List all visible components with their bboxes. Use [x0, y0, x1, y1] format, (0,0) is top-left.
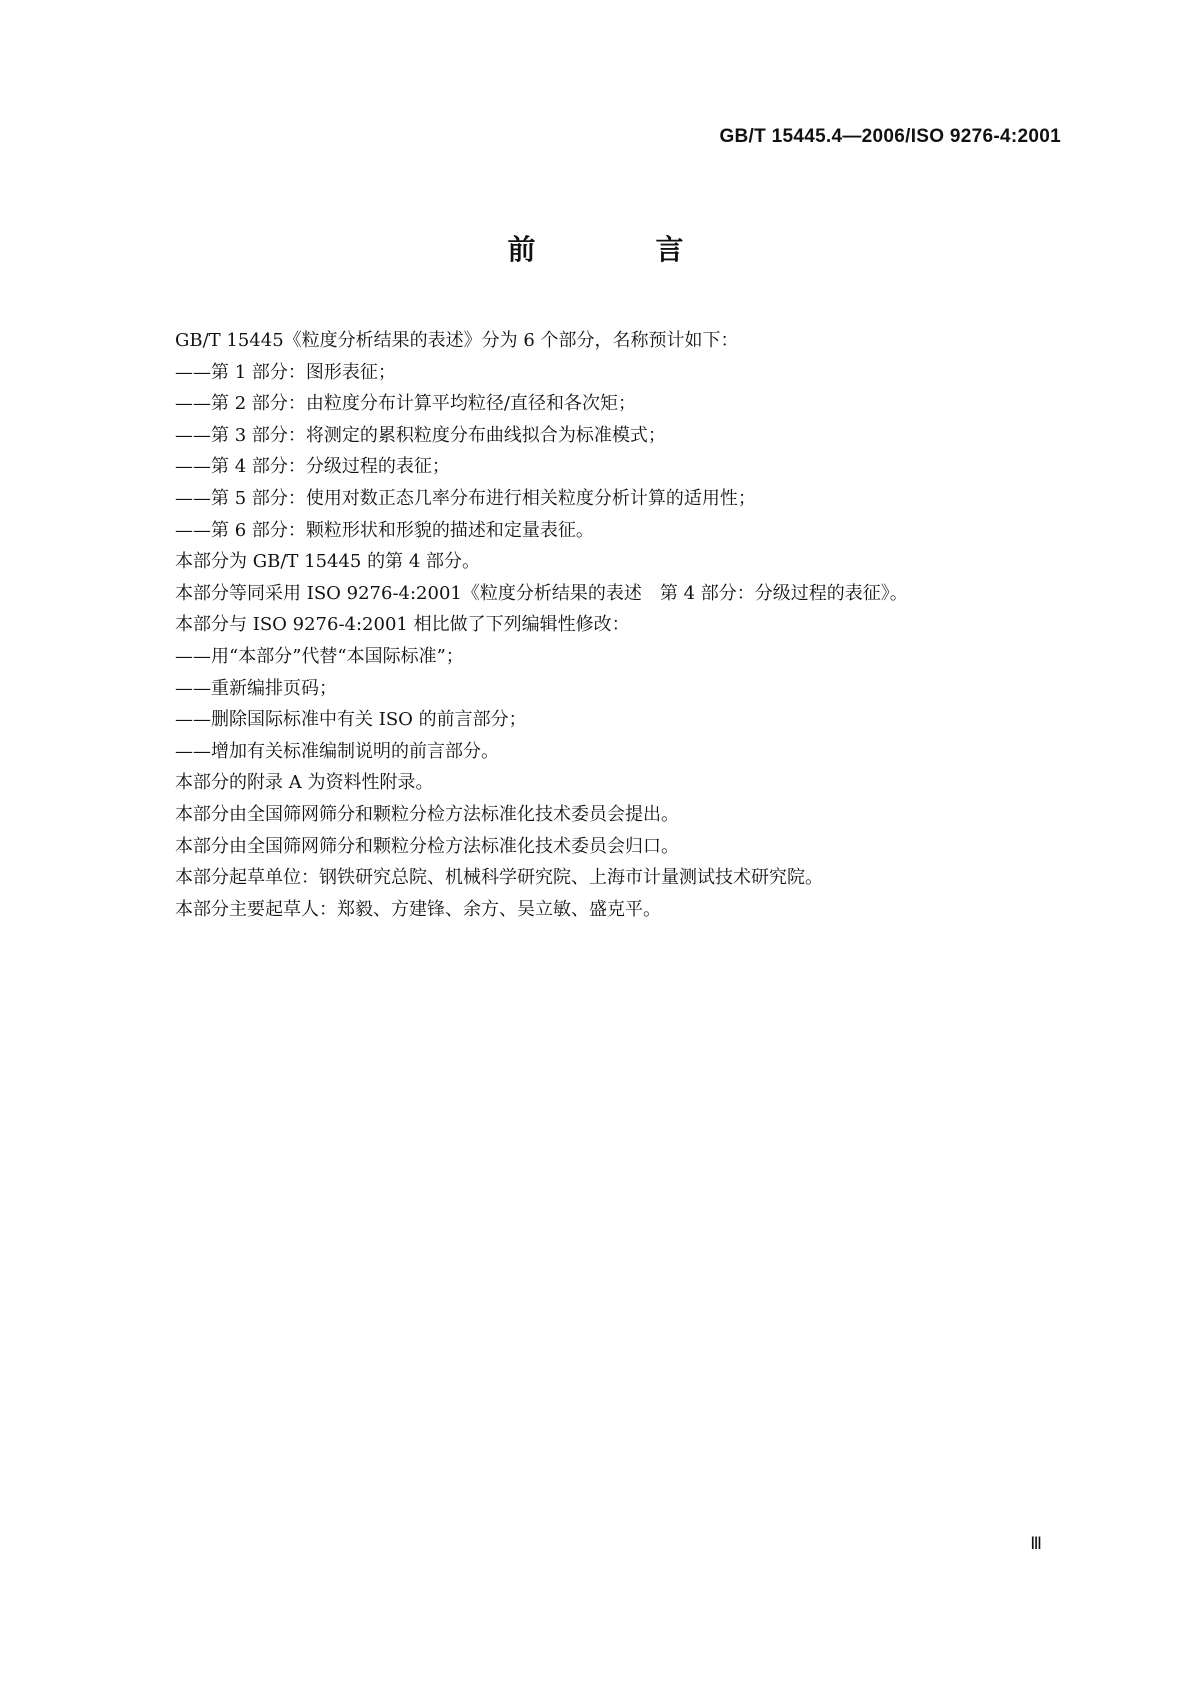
foreword-line: ——删除国际标准中有关 ISO 的前言部分； [175, 709, 527, 731]
foreword-line: 本部分起草单位：钢铁研究总院、机械科学研究院、上海市计量测试技术研究院。 [175, 867, 823, 889]
foreword-line: GB/T 15445《粒度分析结果的表述》分为 6 个部分，名称预计如下： [175, 330, 739, 351]
foreword-line: ——重新编排页码； [175, 677, 337, 699]
foreword-line: ——第 3 部分：将测定的累积粒度分布曲线拟合为标准模式； [175, 424, 666, 446]
foreword-line: 本部分的附录 A 为资料性附录。 [175, 772, 434, 794]
foreword-line: ——第 2 部分：由粒度分布计算平均粒径/直径和各次矩； [175, 393, 636, 415]
foreword-line: 本部分等同采用 ISO 9276-4:2001《粒度分析结果的表述 第 4 部分：分级过程的表征》。 [175, 582, 908, 604]
foreword-line: 本部分为 GB/T 15445 的第 4 部分。 [175, 551, 480, 573]
foreword-line: ——增加有关标准编制说明的前言部分。 [175, 740, 499, 762]
foreword-line: 本部分由全国筛网筛分和颗粒分检方法标准化技术委员会归口。 [175, 835, 679, 857]
foreword-line: 本部分主要起草人：郑毅、方建锋、余方、吴立敏、盛克平。 [175, 898, 661, 920]
page-title: 前 言 [507, 233, 730, 266]
standard-code-header: GB/T 15445.4—2006/ISO 9276-4:2001 [719, 126, 1061, 147]
foreword-body [175, 325, 1075, 925]
foreword-line: ——第 1 部分：图形表征； [175, 361, 396, 383]
foreword-line: ——第 4 部分：分级过程的表征； [175, 456, 450, 478]
foreword-line: ——第 5 部分：使用对数正态几率分布进行相关粒度分析计算的适用性； [175, 487, 756, 509]
foreword-line: 本部分与 ISO 9276-4:2001 相比做了下列编辑性修改： [175, 614, 630, 636]
page-number: Ⅲ [1030, 1534, 1041, 1553]
foreword-line: ——用“本部分”代替“本国际标准”； [175, 645, 464, 667]
foreword-line: 本部分由全国筛网筛分和颗粒分检方法标准化技术委员会提出。 [175, 803, 679, 825]
foreword-line: ——第 6 部分：颗粒形状和形貌的描述和定量表征。 [175, 519, 594, 541]
